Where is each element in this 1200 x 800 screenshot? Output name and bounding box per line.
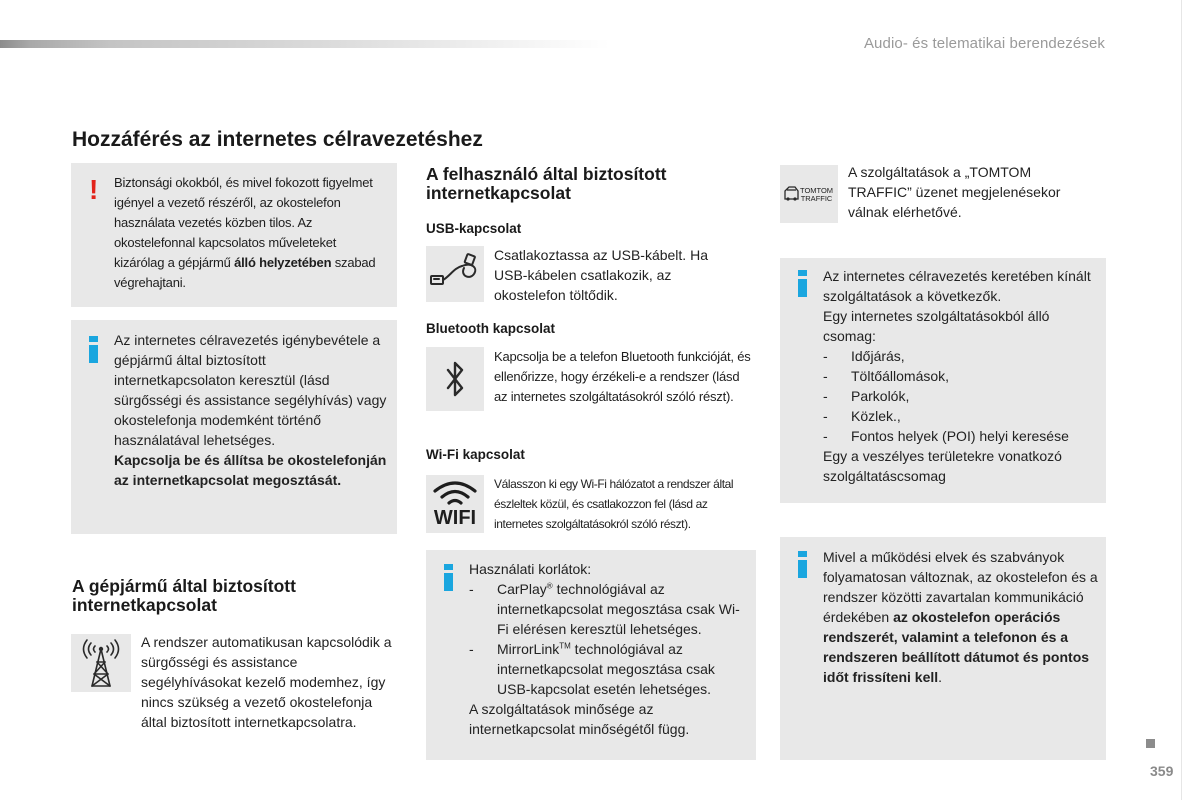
limits-content [469, 559, 751, 739]
antenna-tower-icon [71, 634, 131, 692]
wifi-icon-label: WIFI [433, 507, 477, 529]
list-item: - MirrorLink™ technológiával az internetkapcsolat megosztása csak USB-kapcsolat esetén lehetséges. [469, 641, 715, 697]
usb-text: Csatlakoztassa az USB-kábelt. Ha USB-kábelen csatlakozik, az okostelefon töltődik. [494, 247, 708, 303]
limits-list [469, 579, 751, 699]
wifi-icon [426, 475, 484, 533]
usb-cable-icon [426, 246, 484, 302]
bluetooth-icon [426, 347, 484, 411]
vehicle-connection-text: A rendszer automatikusan kapcsolódik a sürgősségi és assistance segélyhívásokat kezelő modemhez, így nincs szükség a vezető okostelefonja által biztosított internetkapcsolatra. [141, 634, 392, 730]
warning-box [71, 163, 397, 307]
vehicle-connection-heading: A gépjármű által biztosított internetkapcsolat [72, 576, 296, 615]
limits-title: Használati korlátok: [469, 561, 592, 577]
wifi-heading: Wi-Fi kapcsolat [426, 447, 525, 462]
tomtom-traffic-icon [780, 165, 838, 223]
info-icon [89, 336, 98, 363]
page-edge-line [1181, 0, 1182, 800]
info-connection-text [114, 330, 390, 490]
warning-text-main: Biztonsági okokból, és mivel fokozott figyelmet igényel a vezető részéről, az okostelefon használata vezetés közben tilos. Az okostelefonnal kapcsolatos műveleteket kizárólag a gépjármű [114, 175, 373, 270]
wifi-text: Válasszon ki egy Wi-Fi hálózatot a rendszer által észleltek közül, és csatlakozzon fel (lásd az internetes szolgáltatásokról szóló részt). [494, 477, 734, 531]
services-content [823, 266, 1099, 486]
services-list [823, 346, 1099, 446]
info-connection-main: Az internetes célravezetés igénybevétele a gépjármű által biztosított internetkapcsolaton keresztül (lásd sürgősségi és assistance segélyhívás) vagy okostelefonja modemként történő használatával lehetséges. [114, 332, 387, 448]
bluetooth-heading: Bluetooth kapcsolat [426, 321, 556, 336]
update-text-main: Mivel a működési elvek és szabványok folyamatosan változnak, az okostelefon és a rendszer közötti zavartalan kommunikáció érdekében [823, 549, 1098, 625]
info-box-connection [71, 320, 397, 534]
services-package: Egy internetes szolgáltatásokból álló csomag: [823, 308, 1050, 344]
info-icon [444, 564, 453, 591]
page-number: 359 [1150, 763, 1174, 779]
user-connection-heading: A felhasználó által biztosított internetkapcsolat [426, 164, 667, 203]
list-item: - Fontos helyek (POI) helyi keresése [823, 428, 1069, 444]
update-text-end: . [938, 669, 943, 685]
info-box-services [780, 258, 1106, 503]
info-icon [798, 551, 807, 578]
list-item: - Közlek., [823, 408, 901, 424]
warning-text [114, 173, 388, 293]
services-region: Egy a veszélyes területekre vonatkozó szolgáltatáscsomag [823, 448, 1062, 484]
info-connection-bold: Kapcsolja be és állítsa be okostelefonján az internetkapcsolat megosztását. [114, 452, 387, 488]
section-header: Audio- és telematikai berendezések [863, 35, 1105, 52]
page-title: Hozzáférés az internetes célravezetéshez [72, 128, 483, 151]
warning-text-bold: álló helyzetében [234, 255, 332, 270]
header-gradient-bar [0, 40, 610, 48]
list-item: - Töltőállomások, [823, 368, 950, 384]
list-item: - Parkolók, [823, 388, 910, 404]
limits-footer: A szolgáltatások minősége az internetkapcsolat minőségétől függ. [469, 701, 690, 737]
update-text [823, 547, 1099, 687]
services-intro: Az internetes célravezetés keretében kínált szolgáltatások a következők. [823, 268, 1091, 304]
warning-icon: ! [89, 174, 99, 205]
update-text-bold: az okostelefon operációs rendszerét, valamint a telefonon és a rendszeren beállított dátumot és pontos időt frissíteni kell [823, 609, 1090, 685]
info-box-update [780, 537, 1106, 760]
info-icon [798, 270, 807, 297]
usb-heading: USB-kapcsolat [426, 221, 522, 236]
info-box-limits [426, 550, 756, 760]
page-marker [1146, 739, 1155, 748]
list-item: - Időjárás, [823, 348, 905, 364]
tomtom-text: A szolgáltatások a „TOMTOM TRAFFIC” üzenet megjelenésekor válnak elérhetővé. [848, 164, 1061, 220]
tomtom-icon-label: TOMTOM TRAFFIC [800, 186, 834, 203]
list-item: - CarPlay® technológiával az internetkapcsolat megosztása csak Wi-Fi elérésen keresztül lehetséges. [469, 581, 740, 637]
warning-text-end: szabad végrehajtani. [114, 255, 376, 290]
bluetooth-text: Kapcsolja be a telefon Bluetooth funkcióját, és ellenőrizze, hogy érzékeli-e a rendszer (lásd az internetes szolgáltatásokról szóló részt). [494, 349, 751, 404]
